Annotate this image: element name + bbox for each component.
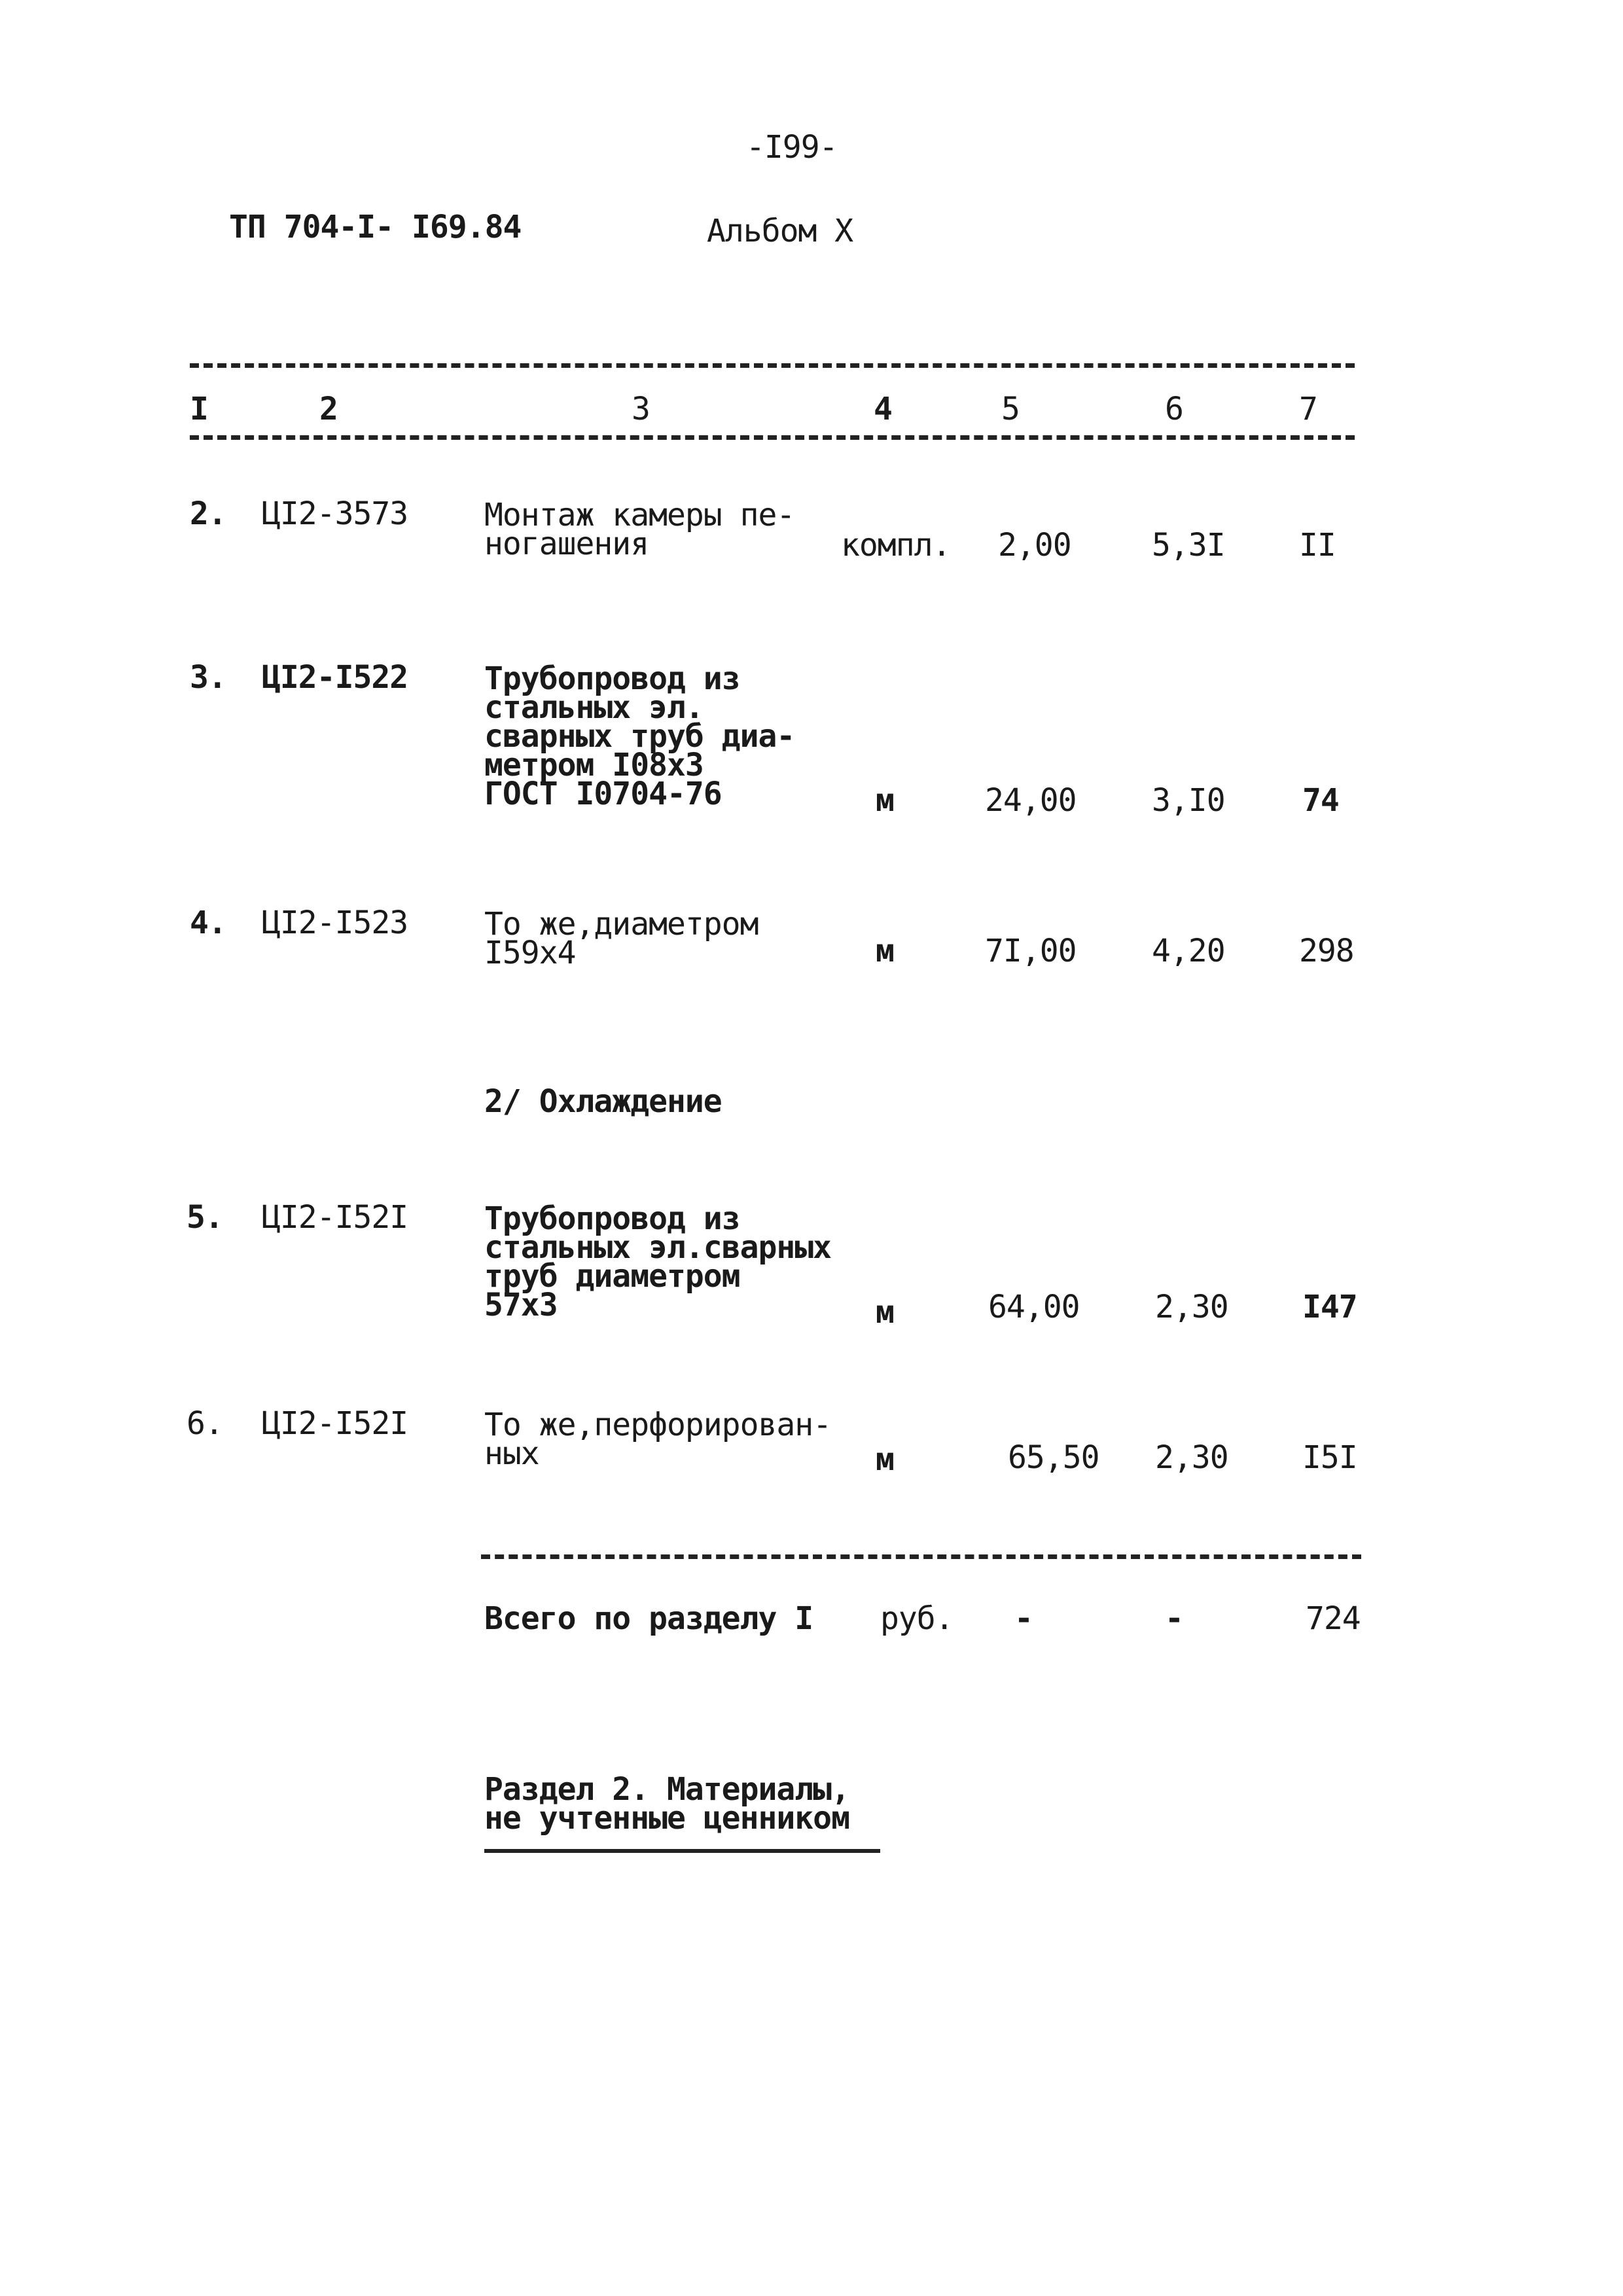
row-total: I47	[1302, 1289, 1357, 1325]
subsection-heading: 2/ Охлаждение	[484, 1083, 722, 1120]
row-code: ЦI2-I52I	[262, 1199, 408, 1236]
row-number: 4.	[190, 905, 226, 941]
row-description: Трубопровод из стальных эл. сварных труб диа- метром I08х3 ГОСТ I0704-76	[484, 660, 795, 812]
row-description: Трубопровод из стальных эл.сварных труб диаметром 57х3	[484, 1200, 832, 1323]
section-heading-underline	[484, 1849, 880, 1853]
table-header-rule	[190, 435, 1355, 440]
row-total: II	[1299, 527, 1336, 564]
column-header-7: 7	[1299, 391, 1317, 427]
section-heading-line-2: не учтенные ценником	[484, 1800, 849, 1837]
row-quantity: 24,00	[985, 782, 1077, 819]
row-quantity: 64,00	[988, 1289, 1080, 1325]
row-price: 2,30	[1155, 1289, 1228, 1325]
row-code: ЦI2-I522	[262, 659, 408, 696]
row-total: 298	[1299, 933, 1354, 969]
row-code: ЦI2-I523	[262, 905, 408, 941]
row-price: 5,3I	[1152, 527, 1225, 564]
total-quantity: -	[1014, 1600, 1033, 1637]
row-quantity: 65,50	[1008, 1439, 1099, 1476]
row-unit: м	[876, 1294, 894, 1331]
row-unit: м	[876, 1441, 894, 1478]
column-header-2: 2	[319, 391, 338, 427]
row-code: ЦI2-I52I	[262, 1405, 408, 1442]
row-unit: м	[876, 782, 894, 819]
row-description: То же,перфорирован- ных	[484, 1407, 832, 1472]
row-price: 3,I0	[1152, 782, 1225, 819]
page-number: -I99-	[746, 129, 838, 166]
row-description: То же,диаметром I59х4	[484, 906, 758, 971]
row-price: 2,30	[1155, 1439, 1228, 1476]
row-number: 2.	[190, 495, 226, 532]
row-unit: м	[876, 933, 894, 969]
row-quantity: 7I,00	[985, 933, 1077, 969]
total-price: -	[1165, 1600, 1183, 1637]
table-top-rule	[190, 363, 1355, 368]
row-quantity: 2,00	[998, 527, 1071, 564]
row-number: 3.	[190, 659, 226, 696]
total-unit: руб.	[880, 1600, 954, 1637]
row-unit: компл.	[841, 527, 951, 564]
section-heading-line-1: Раздел 2. Материалы,	[484, 1771, 849, 1808]
total-rule	[481, 1554, 1361, 1559]
row-price: 4,20	[1152, 933, 1225, 969]
column-header-4: 4	[874, 391, 892, 427]
row-number: 5.	[187, 1199, 223, 1236]
row-total: 74	[1302, 782, 1339, 819]
row-code: ЦI2-3573	[262, 495, 408, 532]
column-header-1: I	[190, 391, 208, 427]
column-header-6: 6	[1165, 391, 1183, 427]
row-total: I5I	[1302, 1439, 1357, 1476]
total-value: 724	[1306, 1600, 1361, 1637]
column-header-3: 3	[632, 391, 650, 427]
row-number: 6.	[187, 1405, 223, 1442]
row-description: Монтаж камеры пе- ногашения	[484, 497, 795, 562]
document-code: ТП 704-I- I69.84	[229, 209, 522, 245]
column-header-5: 5	[1001, 391, 1020, 427]
album-label: Альбом X	[707, 213, 853, 249]
total-label: Всего по разделу I	[484, 1600, 813, 1637]
